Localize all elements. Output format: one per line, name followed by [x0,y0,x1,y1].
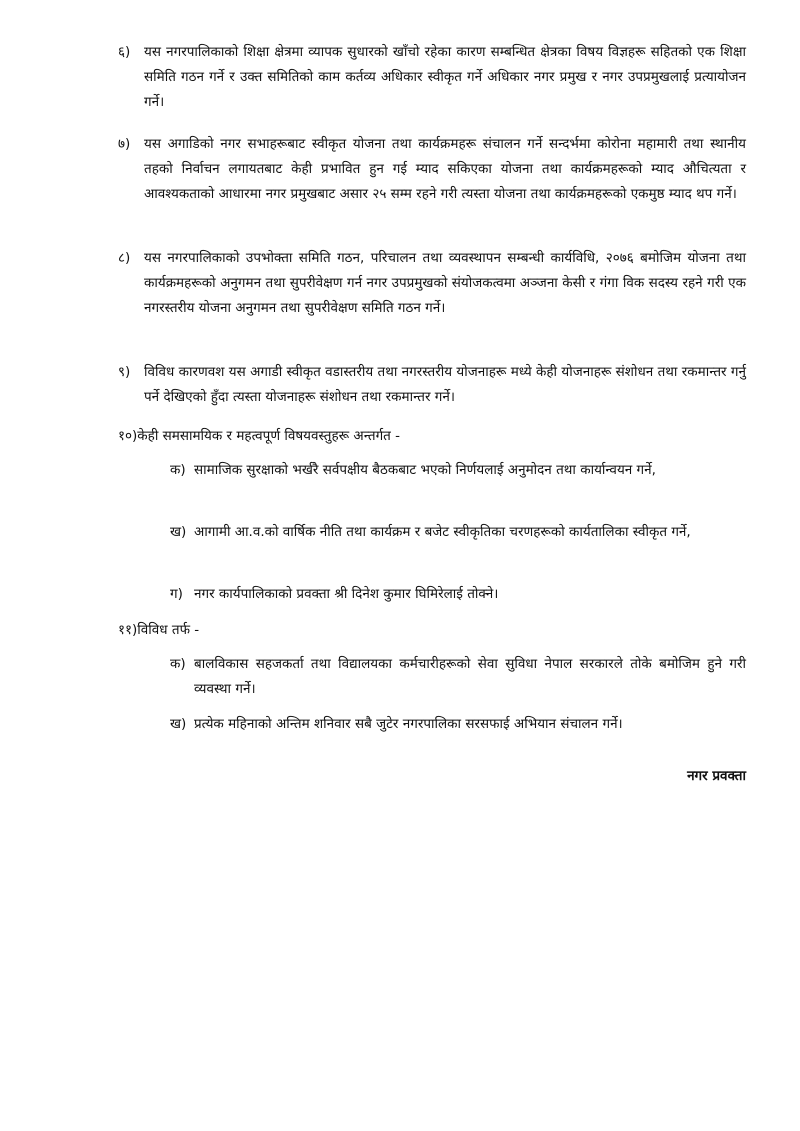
signature-spokesperson: नगर प्रवक्ता [687,768,746,784]
sub-text: सामाजिक सुरक्षाको भर्खरै सर्वपक्षीय बैठकबाट भएको निर्णयलाई अनुमोदन तथा कार्यान्वयन गर्ने, [194,462,656,478]
section-11-heading: ११)विविध तर्फ - [118,622,200,638]
item-text: यस नगरपालिकाको उपभोक्ता समिति गठन, परिचालन तथा व्यवस्थापन सम्बन्धी कार्यविधि, २०७६ बमोजिम योजना तथा कार्यक्रमहरूको अनुगमन तथा सुपरीवेक्षण गर्न नगर उपप्रमुखको संयोजकत्वमा अञ्जना केसी र गंगा विक सदस्य रहने गरी एक नगरस्तरीय योजना अनुगमन तथा सुपरीवेक्षण समिति गठन गर्ने। [144,250,746,316]
decision-item-6 [118,40,746,115]
section-11-sub-ka [170,652,746,702]
sub-text: प्रत्येक महिनाको अन्तिम शनिवार सबै जुटेर नगरपालिका सरसफाई अभियान संचालन गर्ने। [194,716,623,732]
item-number: ९) [118,364,131,380]
sub-number: क) [170,462,186,478]
section-10-sub-ga [170,582,746,607]
item-text: विविध कारणवश यस अगाडी स्वीकृत वडास्तरीय तथा नगरस्तरीय योजनाहरू मध्ये केही योजनाहरू संशोधन तथा रकमान्तर गर्नु पर्ने देखिएको हुँदा त्यस्ता योजनाहरू संशोधन तथा रकमान्तर गर्ने। [144,364,746,405]
item-number: ७) [118,136,131,152]
section-10-heading: १०)केही समसामयिक र महत्वपूर्ण विषयवस्तुहरू अन्तर्गत - [118,428,401,444]
item-number: ८) [118,250,131,266]
sub-text: बालविकास सहजकर्ता तथा विद्यालयका कर्मचारीहरूको सेवा सुविधा नेपाल सरकारले तोके बमोजिम हुने गरी व्यवस्था गर्ने। [194,656,746,697]
section-10-sub-kha [170,520,746,545]
item-text: यस नगरपालिकाको शिक्षा क्षेत्रमा व्यापक सुधारको खाँचो रहेका कारण सम्बन्धित क्षेत्रका विषय विज्ञहरू सहितको एक शिक्षा समिति गठन गर्ने र उक्त समितिको काम कर्तव्य अधिकार स्वीकृत गर्ने अधिकार नगर प्रमुख र नगर उपप्रमुखलाई प्रत्यायोजन गर्ने। [144,44,746,110]
decision-item-9 [118,360,746,410]
section-10-sub-ka [170,458,746,483]
sub-number: क) [170,656,186,672]
decision-item-8 [118,246,746,321]
sub-text: नगर कार्यपालिकाको प्रवक्ता श्री दिनेश कुमार घिमिरेलाई तोक्ने। [194,586,499,602]
sub-number: ख) [170,524,187,540]
sub-number: ग) [170,586,183,602]
sub-text: आगामी आ.व.को वार्षिक नीति तथा कार्यक्रम र बजेट स्वीकृतिका चरणहरूको कार्यतालिका स्वीकृत गर्ने, [194,524,691,540]
sub-number: ख) [170,716,187,732]
decision-item-7 [118,132,746,207]
section-11-sub-kha [170,712,746,737]
item-text: यस अगाडिको नगर सभाहरूबाट स्वीकृत योजना तथा कार्यक्रमहरू संचालन गर्ने सन्दर्भमा कोरोना महामारी तथा स्थानीय तहको निर्वाचन लगायतबाट केही प्रभावित हुन गई म्याद सकिएका योजना तथा कार्यक्रमहरूको म्याद औचित्यता र आवश्यकताको आधारमा नगर प्रमुखबाट असार २५ सम्म रहने गरी त्यस्ता योजना तथा कार्यक्रमहरूको एकमुष्ठ म्याद थप गर्ने। [144,136,746,202]
item-number: ६) [118,44,131,60]
